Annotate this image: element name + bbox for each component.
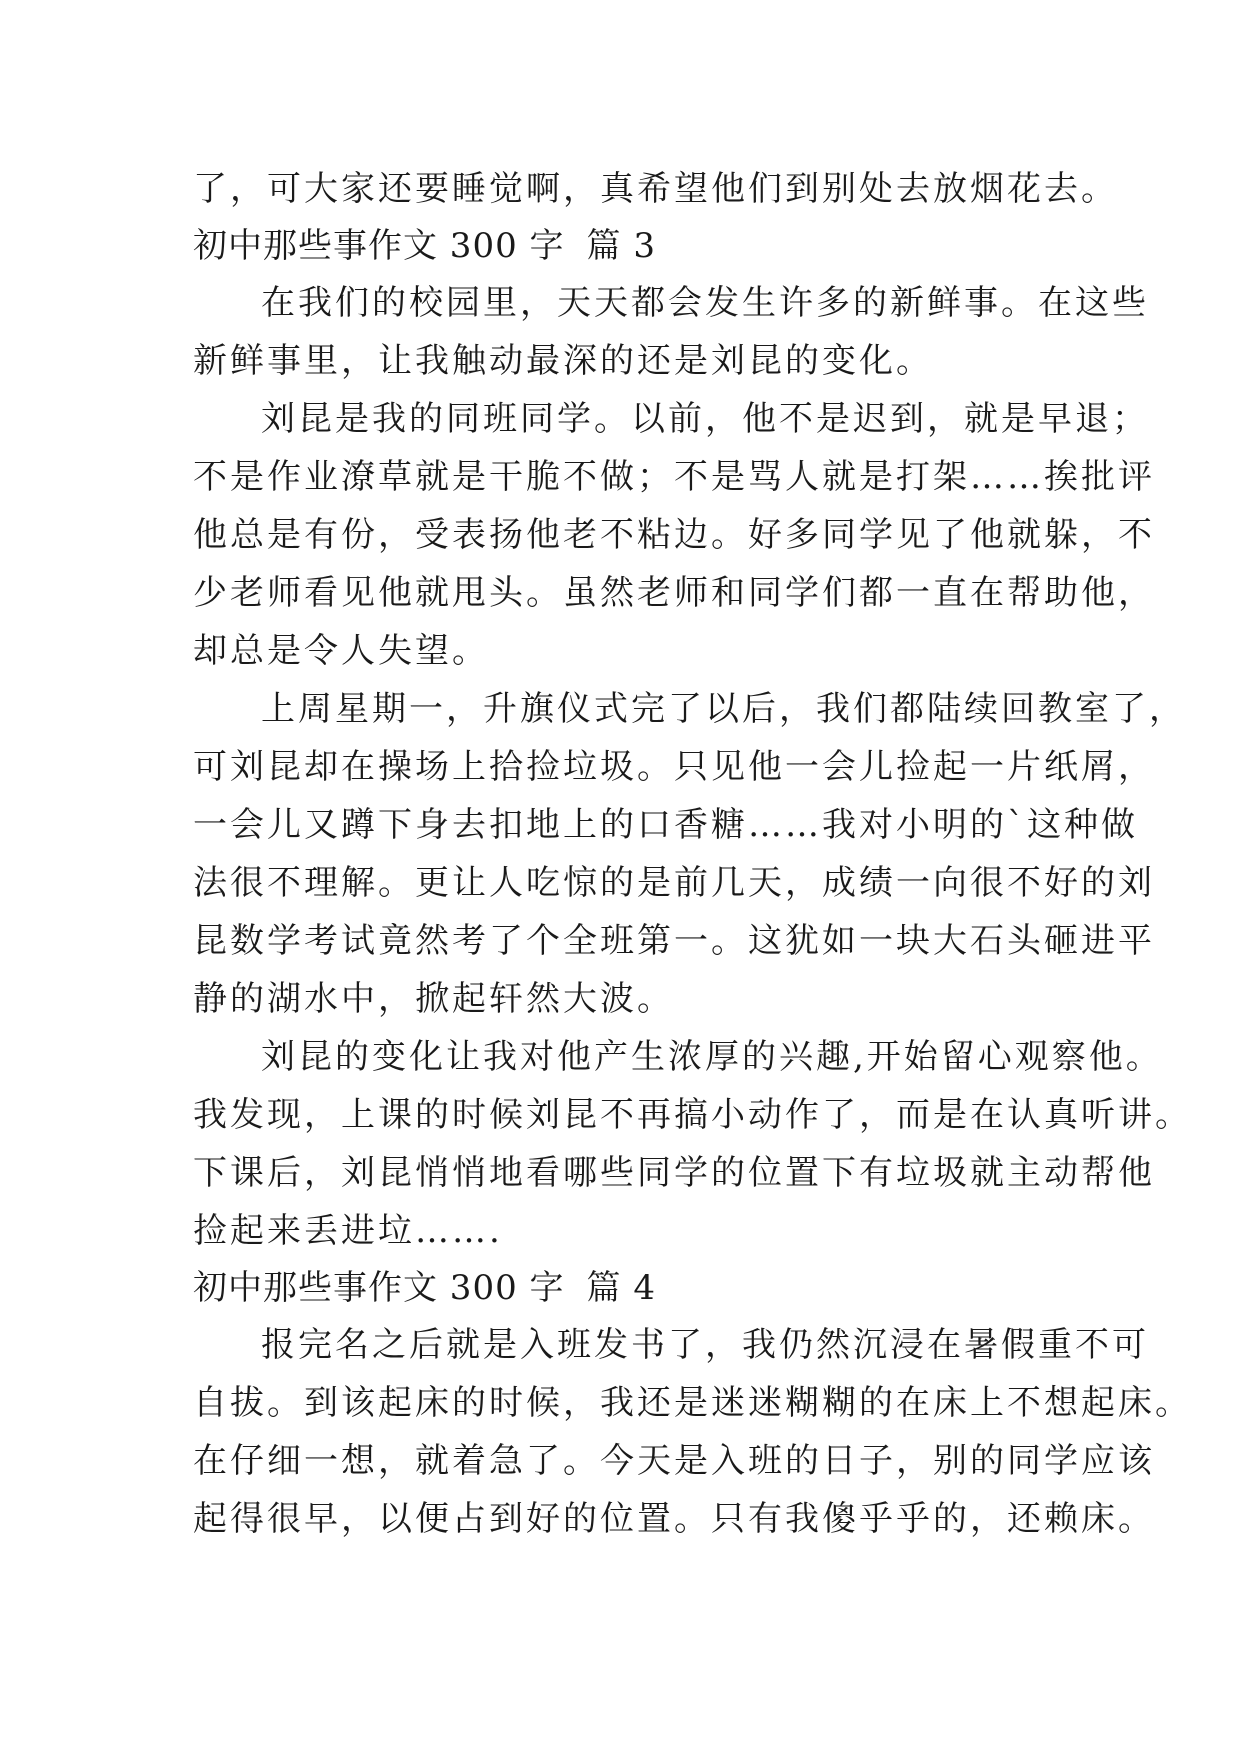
section-title: 初中那些事作文 300 字 [193,1268,565,1308]
section-heading-3 [193,218,1073,274]
section-heading-4 [193,1260,1073,1316]
text-line: 上周星期一，升旗仪式完了以后，我们都陆续回教室了， [261,689,1186,729]
section-label: 篇 3 [586,226,656,266]
paragraph [193,1028,1192,1260]
section-title: 初中那些事作文 300 字 [193,226,565,266]
text-line: 法很不理解。更让人吃惊的是前几天，成绩一向很不好的刘 [193,863,1155,903]
text-line: 却总是令人失望。 [193,631,489,671]
paragraph [193,680,1186,1028]
text-line: 不是作业潦草就是干脆不做；不是骂人就是打架……挨批评 [193,457,1155,497]
paragraph [193,274,1149,390]
text-line: 可刘昆却在操场上拾捡垃圾。只见他一会儿捡起一片纸屑， [193,747,1155,787]
text-line: 自拔。到该起床的时候，我还是迷迷糊糊的在床上不想起床。 [193,1383,1192,1423]
text-line: 了，可大家还要睡觉啊，真希望他们到别处去放烟花去。 [193,169,1118,209]
text-line: 少老师看见他就甩头。虽然老师和同学们都一直在帮助他， [193,573,1155,613]
text-line: 捡起来丢进垃……. [193,1211,503,1251]
text-line: 下课后，刘昆悄悄地看哪些同学的位置下有垃圾就主动帮他 [193,1153,1155,1193]
text-line: 在仔细一想，就着急了。今天是入班的日子，别的同学应该 [193,1441,1155,1481]
text-line: 刘昆是我的同班同学。以前，他不是迟到，就是早退； [261,399,1149,439]
text-line: 新鲜事里，让我触动最深的还是刘昆的变化。 [193,341,933,381]
text-line: 他总是有份，受表扬他老不粘边。好多同学见了他就躲，不 [193,515,1155,555]
text-line: 我发现，上课的时候刘昆不再搞小动作了，而是在认真听讲。 [193,1095,1192,1135]
paragraph [193,1316,1192,1548]
text-line: 昆数学考试竟然考了个全班第一。这犹如一块大石头砸进平 [193,921,1155,961]
text-line: 起得很早，以便占到好的位置。只有我傻乎乎的，还赖床。 [193,1499,1155,1539]
document-body [193,160,1192,1548]
text-line: 刘昆的变化让我对他产生浓厚的兴趣,开始留心观察他。 [261,1037,1163,1077]
text-line: 静的湖水中，掀起轩然大波。 [193,979,674,1019]
section-label: 篇 4 [586,1268,656,1308]
paragraph [193,390,1155,680]
text-line: 报完名之后就是入班发书了，我仍然沉浸在暑假重不可 [261,1325,1149,1365]
text-line: 在我们的校园里，天天都会发生许多的新鲜事。在这些 [261,283,1149,323]
text-line: 一会儿又蹲下身去扣地上的口香糖……我对小明的`这种做 [193,805,1138,845]
